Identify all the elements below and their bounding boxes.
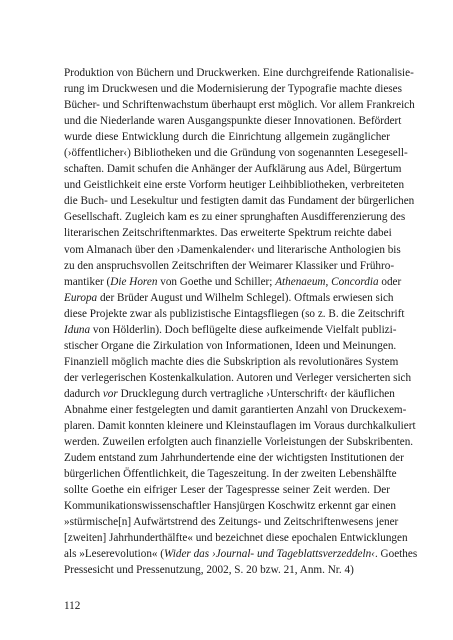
- text-line: [64, 113, 402, 129]
- text-segment: (›öffentlicher‹) Bibliotheken und die Gründung von sogenannten Lesegesell-: [64, 147, 408, 160]
- text-segment: wurde diese Entwicklung durch die Einrichtung allgemein zugänglicher: [64, 131, 390, 144]
- text-segment: »stürmische[n] Aufwärtstrend des Zeitungs- und Zeitschriftenwesens jener: [64, 516, 399, 529]
- text-segment: Zudem entstand zum Jahrhundertende eine der wichtigsten Institutionen der: [64, 452, 404, 465]
- text-segment: zu den anspruchsvollen Zeitschriften der Weimarer Klassiker und Frühro-: [64, 259, 395, 272]
- italic-title: Die Horen: [110, 275, 158, 288]
- text-segment: schaften. Damit schufen die Anhänger der Aufklärung aus Adel, Bürgertum: [64, 163, 402, 176]
- text-line: [64, 258, 395, 274]
- text-segment: und Geistlichkeit eine erste Vorform heutiger Leihbibliotheken, verbreiteten: [64, 179, 405, 192]
- text-segment: plaren. Damit konnten kleinere und Kleinstauflagen im Voraus durchkalkuliert: [64, 420, 416, 433]
- text-segment: Bücher- und Schriftenwachstum überhaupt erst möglich. Vor allem Frankreich: [64, 99, 415, 112]
- text-line: [64, 370, 412, 386]
- text-segment: Gesellschaft. Zugleich kam es zu einer sprunghaften Ausdifferenzierung des: [64, 211, 406, 224]
- text-line: [64, 450, 404, 466]
- text-segment: oder: [378, 275, 402, 288]
- text-segment: Abnahme einer festgelegten und damit garantierten Anzahl von Druckexem-: [64, 403, 407, 416]
- text-line: [64, 530, 408, 546]
- text-line: [64, 498, 396, 514]
- text-line: [64, 209, 406, 225]
- text-segment: stischer Organe die Zirkulation von Informationen, Ideen und Meinungen.: [64, 339, 397, 352]
- text-line: [64, 81, 402, 97]
- text-segment: werden. Zuweilen erfolgten auch finanzielle Vorleistungen der Subskribenten.: [64, 436, 414, 449]
- text-line: [64, 354, 399, 370]
- text-line: [64, 546, 418, 562]
- text-segment: ,: [325, 275, 332, 288]
- text-line: [64, 225, 390, 241]
- text-segment: als »Leserevolution« (: [64, 548, 165, 561]
- text-line: [64, 386, 395, 402]
- text-line: [64, 306, 405, 322]
- text-line: [64, 562, 390, 578]
- text-segment: Drucklegung durch vertragliche ›Unterschrift‹ der käuflichen: [117, 387, 395, 400]
- text-segment: von Goethe und Schiller;: [157, 275, 276, 288]
- text-line: [64, 145, 408, 161]
- italic-title: Iduna: [64, 323, 91, 336]
- italic-title: Concordia: [331, 275, 379, 288]
- text-segment: Kommunikationswissenschaftler Hansjürgen Koschwitz erkennt gar einen: [64, 500, 396, 513]
- text-segment: rung im Druckwesen und die Modernisierung der Typografie machte dieses: [64, 83, 402, 96]
- text-line: [64, 274, 402, 290]
- italic-title: Europa: [64, 291, 98, 304]
- text-segment: Pressesicht und Pressenutzung, 2002, S. 20 bzw. 21, Anm. Nr. 4): [64, 564, 354, 577]
- text-segment: bürgerlichen Öffentlichkeit, die Tageszeitung. In der zweiten Lebenshälfte: [64, 468, 397, 481]
- text-line: [64, 161, 402, 177]
- text-line: [64, 338, 397, 354]
- text-segment: Finanziell möglich machte dies die Subskription als revolutionäres System: [64, 355, 399, 368]
- text-segment: . Goethes: [374, 548, 418, 561]
- page-number: 112: [64, 600, 81, 612]
- text-line: [64, 322, 397, 338]
- text-segment: mantiker (: [64, 275, 111, 288]
- text-line: [64, 65, 414, 81]
- text-segment: literarischen Zeitschriftenmarktes. Das erweiterte Spektrum reichte dabei: [64, 227, 392, 240]
- text-line: [64, 466, 397, 482]
- italic-title: Athenaeum: [275, 275, 326, 288]
- text-segment: die Buch- und Lesekultur und festigten damit das Fundament der bürgerlichen: [64, 195, 415, 208]
- text-line: [64, 482, 390, 498]
- text-line: [64, 402, 407, 418]
- text-line: [64, 290, 394, 306]
- text-segment: und die Niederlande waren Ausgangspunkte dieser Innovationen. Befördert: [64, 115, 402, 128]
- text-line: [64, 193, 415, 209]
- text-segment: sollte Goethe ein eifriger Leser der Tagespresse seiner Zeit werden. Der: [64, 484, 390, 497]
- text-line: [64, 177, 405, 193]
- text-line: [64, 514, 399, 530]
- text-segment: der verlegerischen Kostenkalkulation. Autoren und Verleger versicherten sich: [64, 371, 412, 384]
- text-segment: von Hölderlin). Doch beflügelte diese aufkeimende Vielfalt publizi-: [90, 323, 397, 336]
- text-line: [64, 129, 390, 145]
- italic-title: Wider das ›Journal- und Tageblattsverzeddeln‹: [164, 548, 375, 561]
- text-segment: [zweiten] Jahrhunderthälfte« und bezeichnet diese epochalen Entwicklungen: [64, 532, 408, 545]
- text-segment: dadurch: [64, 387, 103, 400]
- text-segment: der Brüder August und Wilhelm Schlegel). Oftmals erwiesen sich: [97, 291, 394, 304]
- text-line: [64, 434, 414, 450]
- italic-title: vor: [102, 387, 118, 400]
- body-text: [64, 65, 418, 579]
- text-line: [64, 97, 415, 113]
- text-line: [64, 418, 416, 434]
- text-line: [64, 242, 401, 258]
- text-segment: Produktion von Büchern und Druckwerken. Eine durchgreifende Rationalisie-: [64, 67, 414, 79]
- text-segment: diese Projekte zwar als publizistische Eintagsfliegen (so z. B. die Zeitschrift: [64, 307, 405, 320]
- text-segment: vom Almanach über den ›Damenkalender‹ und literarische Anthologien bis: [64, 243, 401, 256]
